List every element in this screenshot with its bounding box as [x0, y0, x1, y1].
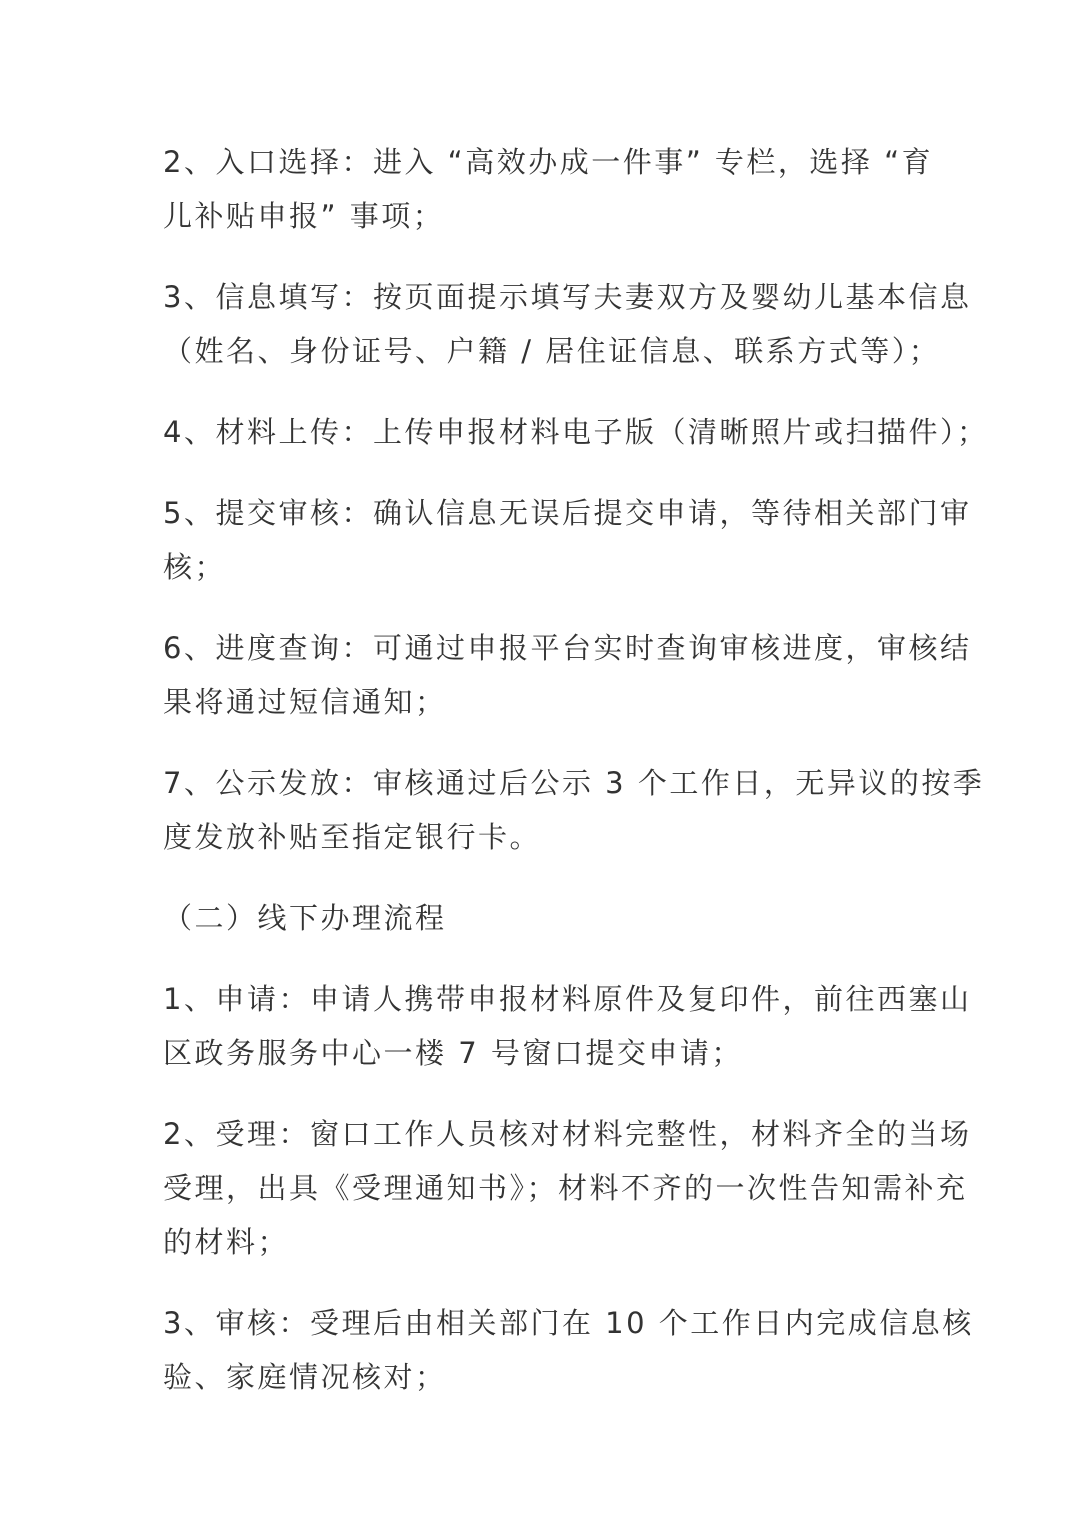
paragraph-line: 区政务服务中心一楼 7 号窗口提交申请； — [163, 1036, 743, 1070]
paragraph-line: 度发放补贴至指定银行卡。 — [163, 820, 542, 854]
online-step-publicity-payment — [163, 756, 985, 864]
online-step-info-filling — [163, 270, 972, 378]
paragraph-line: 验、家庭情况核对； — [163, 1360, 447, 1394]
online-step-material-upload — [163, 405, 989, 459]
paragraph-line: 核； — [163, 550, 227, 584]
paragraph-line: 4、材料上传：上传申报材料电子版（清晰照片或扫描件）； — [163, 415, 989, 449]
paragraph-line: 儿补贴申报” 事项； — [163, 199, 445, 233]
paragraph-line: 3、审核：受理后由相关部门在 10 个工作日内完成信息核 — [163, 1306, 974, 1340]
offline-step-acceptance — [163, 1107, 972, 1269]
online-step-entry-selection — [163, 135, 934, 243]
offline-section-heading — [163, 891, 923, 945]
paragraph-line: 的材料； — [163, 1225, 290, 1259]
paragraph-line: 3、信息填写：按页面提示填写夫妻双方及婴幼儿基本信息 — [163, 280, 972, 314]
section-heading: （二）线下办理流程 — [163, 901, 447, 935]
paragraph-line: （姓名、身份证号、户籍 / 居住证信息、联系方式等）； — [163, 334, 941, 368]
paragraph-line: 6、进度查询：可通过申报平台实时查询审核进度，审核结 — [163, 631, 972, 665]
paragraph-line: 2、受理：窗口工作人员核对材料完整性，材料齐全的当场 — [163, 1117, 972, 1151]
paragraph-line: 1、申请：申请人携带申报材料原件及复印件，前往西塞山 — [163, 982, 972, 1016]
offline-step-application — [163, 972, 972, 1080]
paragraph-line: 7、公示发放：审核通过后公示 3 个工作日，无异议的按季 — [163, 766, 985, 800]
paragraph-line: 5、提交审核：确认信息无误后提交申请，等待相关部门审 — [163, 496, 972, 530]
online-step-submit-review — [163, 486, 972, 594]
offline-step-review — [163, 1296, 974, 1404]
paragraph-line: 2、入口选择：进入 “高效办成一件事” 专栏，选择 “育 — [163, 145, 934, 179]
paragraph-line: 受理，出具《受理通知书》；材料不齐的一次性告知需补充 — [163, 1171, 968, 1205]
paragraph-line: 果将通过短信通知； — [163, 685, 447, 719]
document-page — [163, 135, 989, 1431]
online-step-progress-query — [163, 621, 972, 729]
